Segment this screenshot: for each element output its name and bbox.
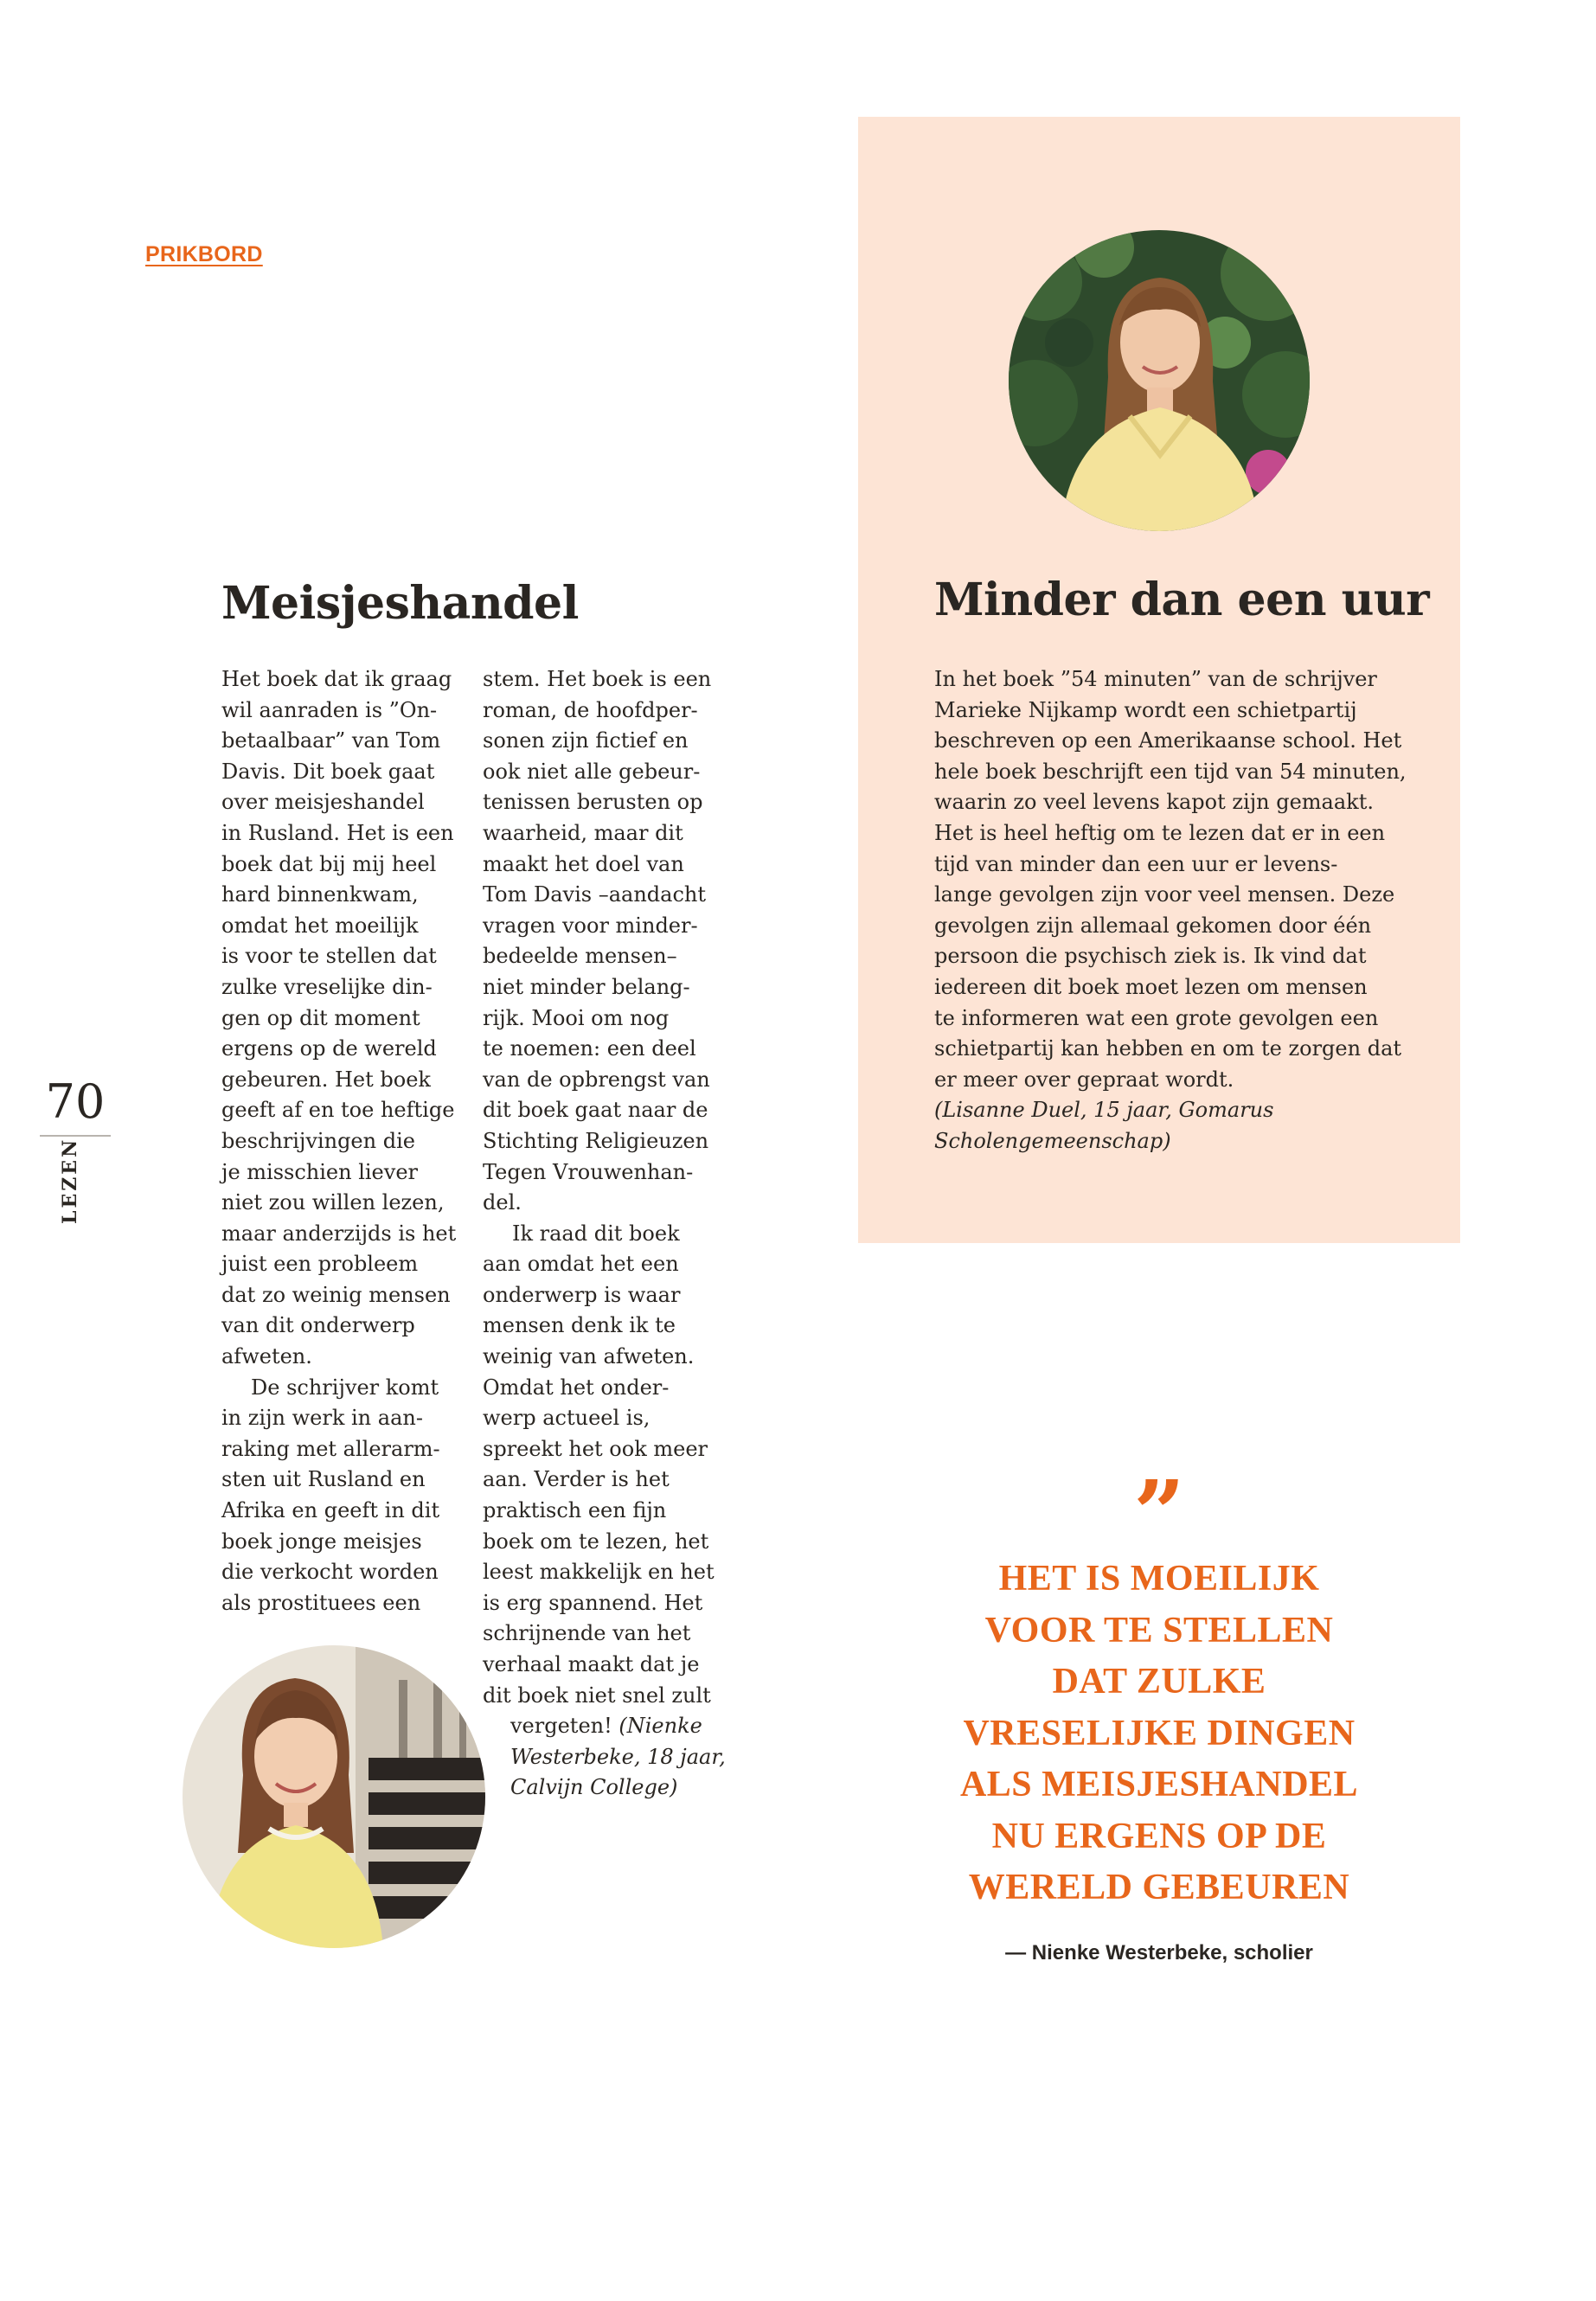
text-line <box>483 1772 726 1804</box>
text-line: wil aanraden is ”On- <box>221 697 438 722</box>
text-line: niet zou willen lezen, <box>221 1190 445 1215</box>
text-line: van dit onderwerp <box>221 1313 415 1338</box>
portrait-photo-1 <box>1009 230 1310 531</box>
text-line <box>934 1126 1407 1157</box>
text-line: als prostituees een <box>221 1590 421 1615</box>
text-line: gebeuren. Het boek <box>221 1067 431 1092</box>
text-line: je misschien liever <box>221 1159 418 1184</box>
section-name-vertical: LEZEN <box>59 1137 81 1224</box>
page-number: 70 <box>45 1074 106 1129</box>
text-line: onderwerp is waar <box>483 1282 681 1307</box>
text-line: spreekt het ook meer <box>483 1436 708 1461</box>
text-line: schrijnende van het <box>483 1621 691 1646</box>
text-line: verhaal maakt dat je <box>483 1652 700 1676</box>
text-line: mensen denk ik te <box>483 1313 676 1338</box>
text-line: is voor te stellen dat <box>221 944 437 969</box>
text-line: beschrijvingen die <box>221 1128 415 1153</box>
text-line: maar anderzijds is het <box>221 1221 457 1246</box>
quote-mark-icon: ” <box>1133 1460 1185 1567</box>
text-line: schietpartij kan hebben en om te zorgen dat <box>934 1036 1402 1061</box>
text-line: maakt het doel van <box>483 851 684 876</box>
pull-quote-line: VOOR TE STELLEN <box>984 1610 1334 1650</box>
closing-text: vergeten! <box>510 1714 612 1739</box>
text-line: is erg spannend. Het <box>483 1590 703 1615</box>
article-right-body <box>934 664 1407 1157</box>
text-line: In het boek ”54 minuten” van de schrijver <box>934 667 1377 691</box>
pull-quote-line: VRESELIJKE DINGEN <box>963 1713 1356 1753</box>
text-line: omdat het moeilijk <box>221 913 419 938</box>
text-line: in zijn werk in aan- <box>221 1406 423 1431</box>
text-line: boek dat bij mij heel <box>221 851 437 876</box>
article-title-meisjeshandel: Meisjeshandel <box>221 577 579 630</box>
article-title-minder-dan-een-uur: Minder dan een uur <box>934 574 1430 626</box>
text-line: Afrika en geeft in dit <box>221 1498 440 1523</box>
text-line: iedereen dit boek moet lezen om mensen <box>934 974 1368 999</box>
text-line: stem. Het boek is een <box>483 667 712 691</box>
text-line: sonen zijn fictief en <box>483 728 689 753</box>
pull-quote-line: ALS MEISJESHANDEL <box>959 1765 1359 1804</box>
text-line: boek om te lezen, het <box>483 1529 709 1554</box>
text-line: waarheid, maar dit <box>483 820 683 845</box>
text-line: ook niet alle gebeur- <box>483 759 701 784</box>
text-line: gevolgen zijn allemaal gekomen door één <box>934 913 1372 938</box>
text-line: er meer over gepraat wordt. <box>934 1067 1234 1092</box>
text-line: juist een probleem <box>221 1252 419 1277</box>
text-line: over meisjeshandel <box>221 790 425 815</box>
text-line: Ik raad dit boek <box>512 1221 680 1246</box>
author-credit: (Nienke <box>619 1714 702 1739</box>
text-line: in Rusland. Het is een <box>221 820 454 845</box>
text-line: van de opbrengst van <box>483 1067 710 1092</box>
pull-quote-line: HET IS MOEILIJK <box>998 1559 1320 1599</box>
text-line: Tom Davis –aandacht <box>483 882 706 907</box>
text-line: lange gevolgen zijn voor veel mensen. Deze <box>934 882 1395 907</box>
text-line: gen op dit moment <box>221 1005 420 1030</box>
author-credit: Westerbeke, 18 jaar, <box>510 1744 726 1769</box>
text-line: praktisch een fijn <box>483 1498 667 1523</box>
text-line: dat zo weinig mensen <box>221 1282 451 1307</box>
pull-quote-line: DAT ZULKE <box>1052 1662 1266 1702</box>
text-line: De schrijver komt <box>251 1375 439 1400</box>
text-line: te noemen: een deel <box>483 1036 696 1061</box>
text-line: tijd van minder dan een uur er levens- <box>934 851 1338 876</box>
text-line: die verkocht worden <box>221 1560 439 1585</box>
text-line: bedeelde mensen– <box>483 944 677 969</box>
text-line: tenissen berusten op <box>483 790 703 815</box>
text-line: Marieke Nijkamp wordt een schietpartij <box>934 697 1357 722</box>
article-left-column-2 <box>483 664 726 1804</box>
text-line: sten uit Rusland en <box>221 1467 426 1492</box>
text-line: te informeren wat een grote gevolgen een <box>934 1005 1379 1030</box>
text-line: dit boek niet snel zult <box>483 1682 711 1708</box>
text-line: werp actueel is, <box>483 1406 651 1431</box>
text-line: Omdat het onder- <box>483 1375 670 1400</box>
portrait-photo-2 <box>183 1645 485 1948</box>
pull-quote <box>900 1554 1419 1914</box>
text-line <box>934 1095 1407 1126</box>
text-line <box>483 1711 726 1742</box>
text-line: Het is heel heftig om te lezen dat er in een <box>934 820 1386 845</box>
text-line: betaalbaar” van Tom <box>221 728 441 753</box>
text-line: hele boek beschrijft een tijd van 54 minuten, <box>934 759 1407 784</box>
text-line: waarin zo veel levens kapot zijn gemaakt. <box>934 790 1374 815</box>
author-credit: Scholengemeenschap) <box>934 1128 1171 1153</box>
text-line: del. <box>483 1190 522 1215</box>
text-line: Stichting Religieuzen <box>483 1128 709 1153</box>
text-line: Het boek dat ik graag <box>221 667 452 691</box>
text-line: zulke vreselijke din- <box>221 974 433 999</box>
text-line: beschreven op een Amerikaanse school. Het <box>934 728 1402 753</box>
page-number-divider <box>40 1135 111 1137</box>
text-line: Davis. Dit boek gaat <box>221 759 435 784</box>
author-credit: (Lisanne Duel, 15 jaar, Gomarus <box>934 1098 1274 1123</box>
text-line: ergens op de wereld <box>221 1036 437 1061</box>
text-line: afweten. <box>221 1344 312 1369</box>
article-left-column-1 <box>221 664 456 1618</box>
pull-quote-line: WERELD GEBEUREN <box>968 1868 1350 1907</box>
reviewer-portrait-nienke <box>183 1645 485 1948</box>
text-line: aan omdat het een <box>483 1252 679 1277</box>
text-line: geeft af en toe heftige <box>221 1098 455 1123</box>
text-line: roman, de hoofdper- <box>483 697 698 722</box>
text-line: persoon die psychisch ziek is. Ik vind dat <box>934 944 1367 969</box>
reviewer-portrait-lisanne <box>1009 230 1310 531</box>
text-line: leest makkelijk en het <box>483 1560 715 1585</box>
pull-quote-line: NU ERGENS OP DE <box>991 1816 1327 1856</box>
text-line: boek jonge meisjes <box>221 1529 422 1554</box>
text-line: raking met allerarm- <box>221 1436 440 1461</box>
pull-quote-attribution: — Nienke Westerbeke, scholier <box>1005 1941 1313 1965</box>
text-line: dit boek gaat naar de <box>483 1098 708 1123</box>
text-line: weinig van afweten. <box>483 1344 695 1369</box>
text-line <box>483 1742 726 1773</box>
text-line: vragen voor minder- <box>483 913 698 938</box>
text-line: hard binnenkwam, <box>221 882 419 907</box>
section-label: PRIKBORD <box>145 242 263 266</box>
author-credit: Calvijn College) <box>510 1775 678 1800</box>
text-line: aan. Verder is het <box>483 1467 670 1492</box>
text-line: rijk. Mooi om nog <box>483 1005 670 1030</box>
text-line: niet minder belang- <box>483 974 690 999</box>
text-line: Tegen Vrouwenhan- <box>483 1159 694 1184</box>
